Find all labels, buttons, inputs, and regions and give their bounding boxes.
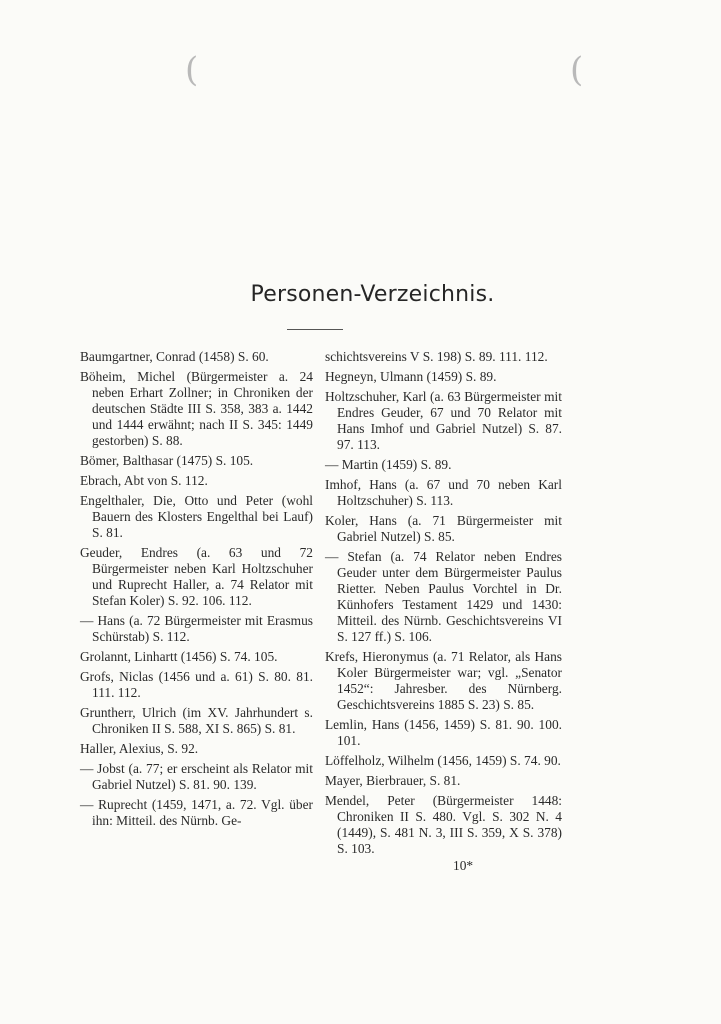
index-column-left (80, 349, 313, 833)
index-entry: Mayer, Bierbrauer, S. 81. (325, 773, 461, 788)
title-divider (287, 329, 343, 330)
index-entry: — Hans (a. 72 Bürgermeister mit Erasmus Schürstab) S. 112. (80, 613, 313, 644)
index-entry: Mendel, Peter (Bürgermeister 1448: Chroniken II S. 480. Vgl. S. 302 N. 4 (1449), S. 481 N. 3, III S. 359, X S. 378) S. 103. (325, 793, 562, 856)
page-number: 10* (453, 858, 474, 873)
index-entry: Grolannt, Linhartt (1456) S. 74. 105. (80, 649, 278, 664)
index-entry: Bömer, Balthasar (1475) S. 105. (80, 453, 254, 468)
index-entry: Engelthaler, Die, Otto und Peter (wohl Bauern des Klosters Engelthal bei Lauf) S. 81. (80, 493, 313, 540)
index-entry: Baumgartner, Conrad (1458) S. 60. (80, 349, 269, 364)
page-title: Personen-Verzeichnis. (250, 282, 495, 307)
index-entry: — Jobst (a. 77; er erscheint als Relator mit Gabriel Nutzel) S. 81. 90. 139. (80, 761, 313, 792)
index-entry: Böheim, Michel (Bürgermeister a. 24 neben Erhart Zollner; in Chroniken der deutschen Städte III S. 358, 383 a. 1442 und 1444 erwähnt; nach II S. 345: 1449 gestorben) S. 88. (80, 369, 313, 448)
index-entry: Haller, Alexius, S. 92. (80, 741, 199, 756)
index-entry: Koler, Hans (a. 71 Bürgermeister mit Gabriel Nutzel) S. 85. (325, 513, 562, 544)
index-entry: — Martin (1459) S. 89. (325, 457, 452, 472)
index-entry: Löffelholz, Wilhelm (1456, 1459) S. 74. 90. (325, 753, 561, 768)
index-entry: Hegneyn, Ulmann (1459) S. 89. (325, 369, 497, 384)
index-entry: Ebrach, Abt von S. 112. (80, 473, 208, 488)
index-entry: Imhof, Hans (a. 67 und 70 neben Karl Holtzschuher) S. 113. (325, 477, 562, 508)
pencil-bracket-mark-right: ( (570, 50, 584, 90)
index-entry: Krefs, Hieronymus (a. 71 Relator, als Hans Koler Bürgermeister war; vgl. „Senator 1452“: Jahresber. des Nürnberg. Geschichtsvereins 1885 S. 23) S. 85. (325, 649, 562, 712)
index-entry: Holtzschuher, Karl (a. 63 Bürgermeister mit Endres Geuder, 67 und 70 Relator mit Hans Imhof und Gabriel Nutzel) S. 87. 97. 113. (325, 389, 562, 452)
pencil-bracket-mark-left: ( (185, 50, 199, 90)
index-entry: schichtsvereins V S. 198) S. 89. 111. 112. (325, 349, 548, 364)
index-column-right (325, 349, 562, 861)
index-entry: — Ruprecht (1459, 1471, a. 72. Vgl. über ihn: Mitteil. des Nürnb. Ge- (80, 797, 313, 828)
index-entry: Gruntherr, Ulrich (im XV. Jahrhundert s. Chroniken II S. 588, XI S. 865) S. 81. (80, 705, 313, 736)
index-entry: Geuder, Endres (a. 63 und 72 Bürgermeister neben Karl Holtzschuher und Ruprecht Haller, a. 74 Relator mit Stefan Koler) S. 92. 106. 112. (80, 545, 313, 608)
index-entry: — Stefan (a. 74 Relator neben Endres Geuder unter dem Bürgermeister Paulus Rietter. Neben Paulus Vorchtel in Dr. Künhofers Testament 1429 und 1430: Mitteil. des Nürnb. Geschichtsvereins VI S. 127 ff.) S. 106. (325, 549, 562, 644)
index-entry: Grofs, Niclas (1456 und a. 61) S. 80. 81. 111. 112. (80, 669, 313, 700)
index-entry: Lemlin, Hans (1456, 1459) S. 81. 90. 100. 101. (325, 717, 562, 748)
